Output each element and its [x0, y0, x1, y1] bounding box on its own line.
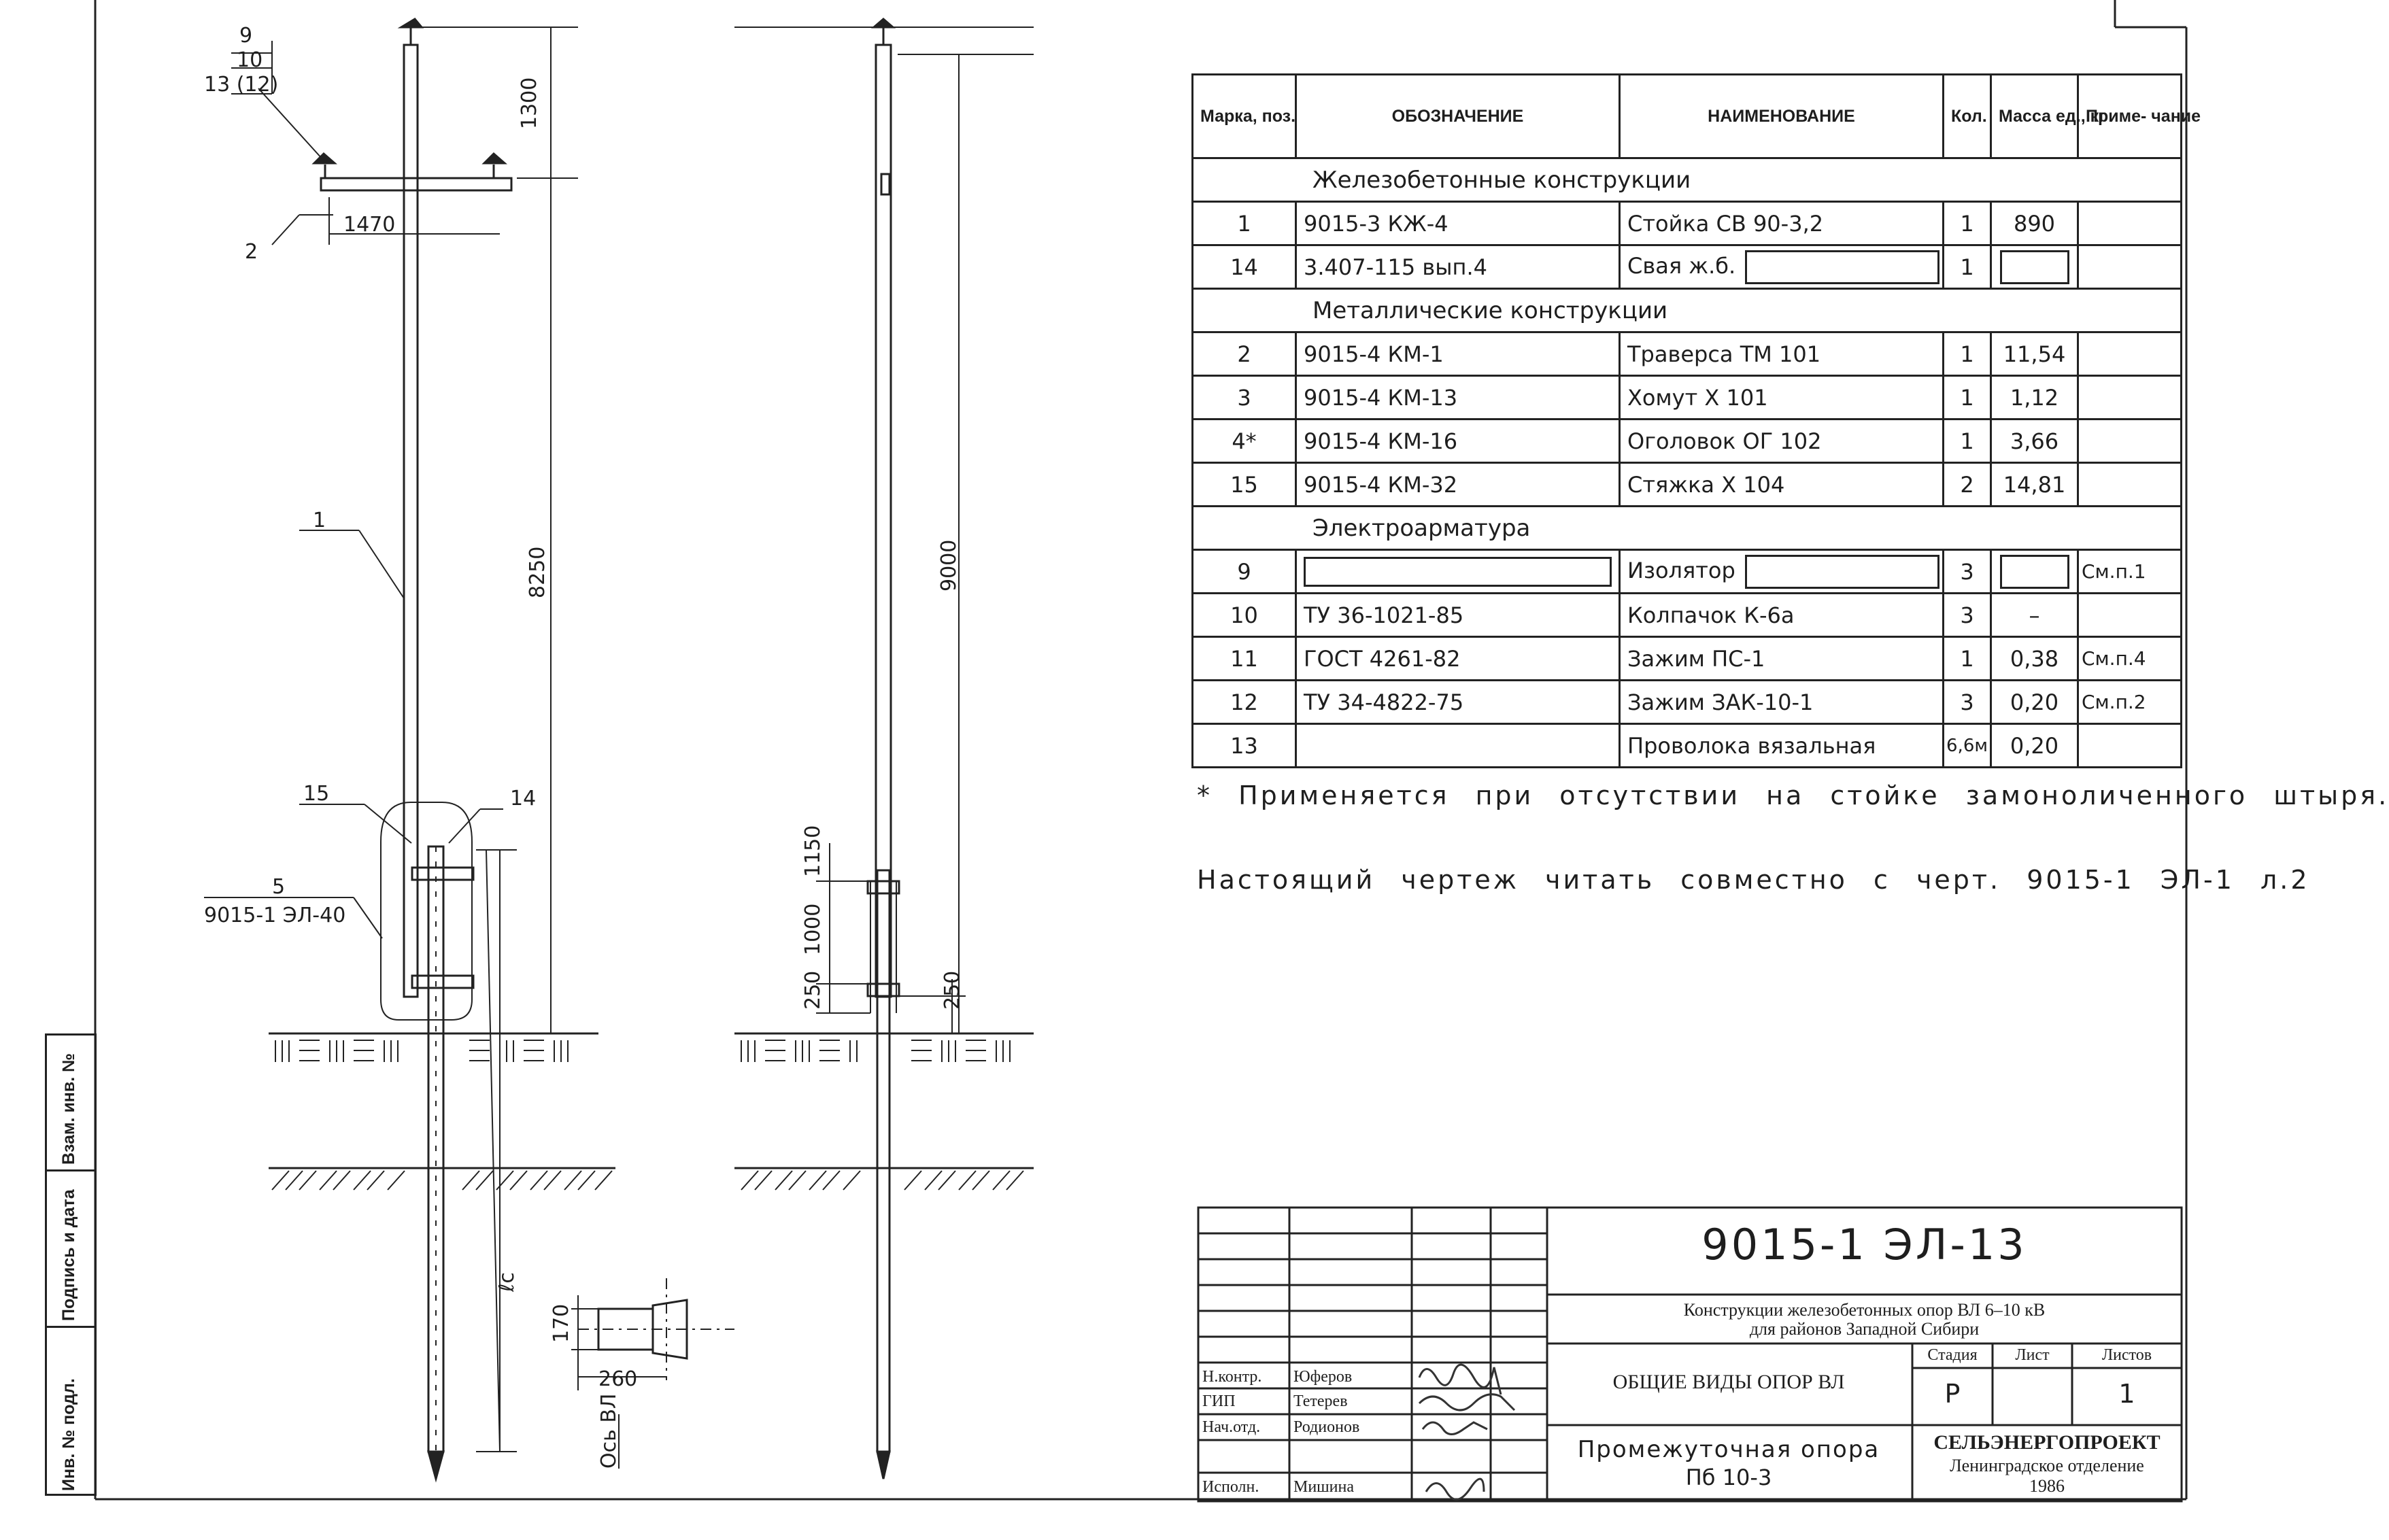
project-title-line-1: Конструкции железобетонных опор ВЛ 6–10 кВ	[1683, 1300, 2046, 1320]
section-title-concrete: Железобетонные конструкции	[1193, 158, 2182, 202]
table-row	[1193, 376, 2182, 420]
name-executor: Мишина	[1293, 1478, 1355, 1496]
role-norm-control: Н.контр.	[1202, 1368, 1262, 1386]
title-block	[1198, 1208, 2182, 1501]
cell-name: Свая ж.б.	[1627, 252, 1736, 279]
table-row	[1193, 420, 2182, 463]
item-title-line-2: Пб 10-3	[1685, 1465, 1772, 1490]
project-title-line-2: для районов Западной Сибири	[1749, 1319, 1980, 1339]
cell-qty: 1	[1944, 245, 1991, 289]
blank-field	[1304, 557, 1612, 587]
cell-qty: 3	[1944, 681, 1991, 724]
cell-designation: 9015-4 КМ-32	[1296, 463, 1620, 507]
role-chief-engineer: ГИП	[1202, 1392, 1236, 1410]
section-row	[1193, 289, 2182, 332]
axis-label: Ось ВЛ	[597, 1393, 621, 1469]
cell-mass: 11,54	[1991, 332, 2078, 376]
role-dept-head: Нач.отд.	[1202, 1418, 1261, 1436]
callout-15: 15	[303, 782, 330, 806]
cell-name: Зажим ЗАК-10-1	[1620, 681, 1944, 724]
cell-mass: 1,12	[1991, 376, 2078, 420]
dim-8250: 8250	[526, 546, 549, 598]
dim-260: 260	[598, 1367, 638, 1391]
cell-mark: 9	[1193, 550, 1296, 594]
cell-designation	[1296, 724, 1620, 768]
cell-qty: 1	[1944, 420, 1991, 463]
cell-designation: 9015-4 КМ-1	[1296, 332, 1620, 376]
cell-mark: 11	[1193, 637, 1296, 681]
section-row	[1193, 507, 2182, 550]
side-stamp	[45, 1033, 97, 1496]
stage-value: Р	[1944, 1379, 1961, 1409]
cell-note	[2078, 594, 2182, 637]
table-row	[1193, 637, 2182, 681]
table-header-row	[1193, 75, 2182, 158]
table-row	[1193, 463, 2182, 507]
cell-note	[2078, 332, 2182, 376]
cell-note	[2078, 420, 2182, 463]
cell-mark: 14	[1193, 245, 1296, 289]
cell-mass: 0,38	[1991, 637, 2078, 681]
dim-250-right: 250	[941, 970, 964, 1010]
section-title-electrical: Электроарматура	[1193, 507, 2182, 550]
document-code: 9015-1 ЭЛ-13	[1701, 1220, 2027, 1269]
table-row	[1193, 724, 2182, 768]
cell-name: Стяжка Х 104	[1620, 463, 1944, 507]
callout-14: 14	[510, 787, 537, 810]
cell-qty: 1	[1944, 202, 1991, 245]
cell-mark: 1	[1193, 202, 1296, 245]
sheet-value	[1993, 1379, 2072, 1413]
dim-1000: 1000	[801, 903, 825, 955]
dim-1470: 1470	[343, 213, 396, 237]
cell-qty: 3	[1944, 594, 1991, 637]
cell-name: Изолятор	[1627, 557, 1735, 583]
note-asterisk: * Применяется при отсутствии на стойке замоноличенного штыря.	[1197, 781, 2389, 810]
cell-name-with-blank	[1620, 245, 1944, 289]
callout-1: 1	[313, 509, 326, 532]
dim-250-left: 250	[801, 970, 825, 1010]
blank-field	[2000, 555, 2069, 589]
cell-name: Зажим ПС-1	[1620, 637, 1944, 681]
cell-designation-blank	[1296, 550, 1620, 594]
cell-mark: 2	[1193, 332, 1296, 376]
header-name: НАИМЕНОВАНИЕ	[1620, 75, 1944, 158]
callout-9: 9	[239, 24, 253, 48]
cell-qty: 6,6м	[1944, 724, 1991, 768]
cell-designation: 3.407-115 вып.4	[1296, 245, 1620, 289]
blank-field	[1745, 555, 1939, 589]
stamp-label-original: Инв. № подл.	[59, 1378, 78, 1491]
sheets-value: 1	[2118, 1379, 2135, 1409]
section-row	[1193, 158, 2182, 202]
cell-designation: 9015-4 КМ-13	[1296, 376, 1620, 420]
stamp-label-replace: Взам. инв. №	[59, 1053, 78, 1165]
cell-note	[2078, 724, 2182, 768]
cell-name: Оголовок ОГ 102	[1620, 420, 1944, 463]
callout-2: 2	[245, 240, 258, 264]
name-chief-engineer: Тетерев	[1293, 1392, 1348, 1410]
cell-name: Стойка СВ 90-3,2	[1620, 202, 1944, 245]
cell-qty: 1	[1944, 637, 1991, 681]
cell-mass: –	[1991, 594, 2078, 637]
cell-designation: 9015-4 КМ-16	[1296, 420, 1620, 463]
cell-qty: 3	[1944, 550, 1991, 594]
dim-lc: ℓc	[495, 1272, 519, 1292]
table-row	[1193, 332, 2182, 376]
cell-mark: 3	[1193, 376, 1296, 420]
cell-note: См.п.1	[2078, 550, 2182, 594]
table-row	[1193, 550, 2182, 594]
item-title-line-1: Промежуточная опора	[1577, 1436, 1880, 1463]
cell-mass-blank	[1991, 245, 2078, 289]
note-read-together: Настоящий чертеж читать совместно с черт. 9015-1 ЭЛ-1 л.2	[1197, 865, 2310, 895]
cell-name: Траверса ТМ 101	[1620, 332, 1944, 376]
callout-13-12: 13 (12)	[204, 73, 279, 97]
dim-170: 170	[549, 1303, 573, 1343]
cell-mass-blank	[1991, 550, 2078, 594]
cell-name: Проволока вязальная	[1620, 724, 1944, 768]
section-title-metal: Металлические конструкции	[1193, 289, 2182, 332]
table-row	[1193, 245, 2182, 289]
header-designation: ОБОЗНАЧЕНИЕ	[1296, 75, 1620, 158]
cell-qty: 1	[1944, 332, 1991, 376]
dim-9000: 9000	[937, 539, 961, 592]
cell-qty: 2	[1944, 463, 1991, 507]
cell-designation: ТУ 36-1021-85	[1296, 594, 1620, 637]
signatures	[1419, 1365, 1514, 1499]
header-qty: Кол.	[1944, 75, 1991, 158]
cell-note	[2078, 245, 2182, 289]
cell-name-with-blank	[1620, 550, 1944, 594]
cell-mass: 0,20	[1991, 724, 2078, 768]
table-row	[1193, 202, 2182, 245]
sheets-label: Листов	[2101, 1346, 2152, 1364]
dim-1150: 1150	[801, 825, 825, 877]
cell-mass: 3,66	[1991, 420, 2078, 463]
cell-mark: 12	[1193, 681, 1296, 724]
cell-note: См.п.2	[2078, 681, 2182, 724]
role-executor: Исполн.	[1202, 1478, 1259, 1496]
header-mass: Масса ед., кг	[1991, 75, 2078, 158]
table-row	[1193, 594, 2182, 637]
cell-mass: 890	[1991, 202, 2078, 245]
cell-name: Хомут Х 101	[1620, 376, 1944, 420]
table-row	[1193, 681, 2182, 724]
stamp-label-signature: Подпись и дата	[59, 1189, 78, 1321]
callout-5: 5	[272, 875, 286, 899]
header-note: Приме- чание	[2078, 75, 2182, 158]
cell-designation: ТУ 34-4822-75	[1296, 681, 1620, 724]
stage-label: Стадия	[1927, 1346, 1978, 1364]
blank-field	[1745, 250, 1939, 284]
callout-10: 10	[237, 48, 263, 72]
cell-note	[2078, 463, 2182, 507]
name-dept-head: Родионов	[1293, 1418, 1360, 1436]
cell-mark: 15	[1193, 463, 1296, 507]
cell-designation: 9015-3 КЖ-4	[1296, 202, 1620, 245]
dim-1300: 1300	[518, 77, 541, 129]
cell-mass: 14,81	[1991, 463, 2078, 507]
cell-mark: 13	[1193, 724, 1296, 768]
cell-qty: 1	[1944, 376, 1991, 420]
cell-mark: 10	[1193, 594, 1296, 637]
cell-note	[2078, 202, 2182, 245]
cell-note	[2078, 376, 2182, 420]
sheet-label: Лист	[2015, 1346, 2050, 1364]
cell-note: См.п.4	[2078, 637, 2182, 681]
sheet-title: ОБЩИЕ ВИДЫ ОПОР ВЛ	[1612, 1371, 1845, 1393]
year: 1986	[2029, 1476, 2065, 1496]
name-norm-control: Юферов	[1293, 1368, 1353, 1386]
blank-field	[2000, 250, 2069, 284]
organization-name: СЕЛЬЭНЕРГОПРОЕКТ	[1933, 1431, 2161, 1454]
cell-mass: 0,20	[1991, 681, 2078, 724]
header-mark: Марка, поз.	[1193, 75, 1296, 158]
cell-name: Колпачок К-6а	[1620, 594, 1944, 637]
organization-branch: Ленинградское отделение	[1950, 1456, 2144, 1475]
specification-table	[1191, 73, 2201, 768]
cell-mark: 4*	[1193, 420, 1296, 463]
callout-ref-el40: 9015-1 ЭЛ-40	[204, 904, 346, 927]
cell-designation: ГОСТ 4261-82	[1296, 637, 1620, 681]
